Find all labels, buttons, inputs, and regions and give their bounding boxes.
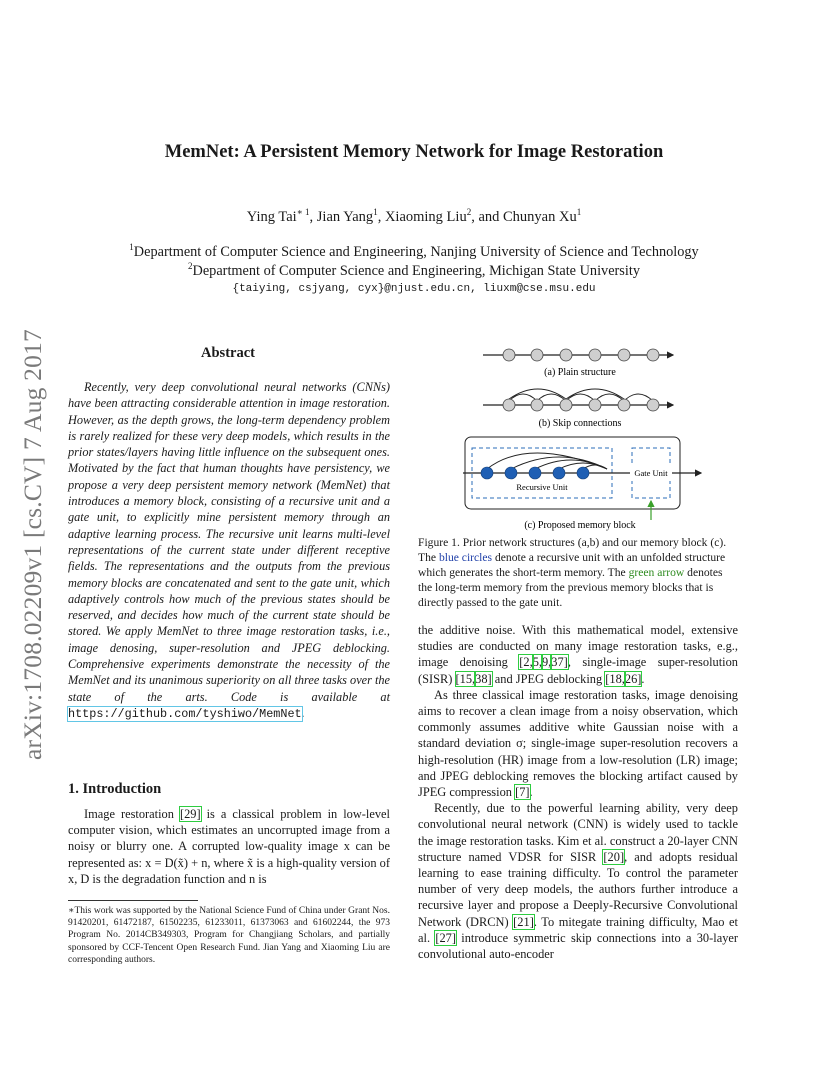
- skip-structure: [483, 389, 673, 411]
- skip-node: [560, 399, 572, 411]
- author-emails: {taiying, csjyang, cyx}@njust.edu.cn, liuxm@cse.msu.edu: [232, 283, 596, 295]
- recursive-node: [553, 467, 565, 479]
- affiliation-marker: 2: [188, 261, 193, 271]
- label-memory-block: (c) Proposed memory block: [524, 520, 636, 531]
- author-marker: 2: [466, 207, 472, 217]
- affiliation-2: [0, 261, 828, 280]
- paragraph-text: .: [529, 785, 533, 800]
- recursive-node: [529, 467, 541, 479]
- author-name: Ying Tai: [246, 208, 297, 225]
- paragraph-text: .: [641, 671, 645, 686]
- citation-link[interactable]: [29]: [179, 807, 201, 821]
- recursive-node: [577, 467, 589, 479]
- arxiv-stamp-text: arXiv:1708.02209v1 [cs.CV] 7 Aug 2017: [18, 329, 47, 760]
- author-marker: 1: [373, 207, 378, 217]
- caption-text: denote a recursive unit with an unfolded structure which generates the short-term memory. The: [418, 551, 726, 579]
- citation-link[interactable]: [2,: [519, 655, 533, 670]
- paragraph-text: the additive noise. With this mathematical model, extensive studies are conducted on many image restoration tasks, e.g., image denoising: [418, 623, 738, 670]
- citation-link[interactable]: [18,: [605, 671, 625, 686]
- skip-node: [589, 399, 601, 411]
- code-link[interactable]: https://github.com/tyshiwo/MemNet: [68, 706, 302, 721]
- figure-1: [415, 335, 745, 535]
- abstract-body: [68, 379, 390, 722]
- citation-link[interactable]: 26]: [624, 671, 642, 686]
- plain-node: [618, 349, 630, 361]
- section-heading-introduction: 1. Introduction: [68, 781, 162, 797]
- caption-green-text: green arrow: [628, 566, 685, 579]
- affiliation-1: [0, 242, 828, 261]
- skip-node: [647, 399, 659, 411]
- memory-block-diagram: [415, 335, 745, 535]
- recursive-node: [505, 467, 517, 479]
- citation-link[interactable]: 9,: [541, 655, 552, 670]
- arxiv-stamp: [0, 290, 47, 760]
- citation-link[interactable]: [20]: [603, 849, 625, 864]
- citation-link[interactable]: [7]: [515, 785, 530, 800]
- skip-node: [531, 399, 543, 411]
- author-name: , Jian Yang: [309, 208, 374, 225]
- plain-node: [589, 349, 601, 361]
- paragraph-text: . To mitegate training difficulty, Mao et al.: [418, 914, 739, 945]
- author-marker: ∗ 1: [296, 207, 310, 217]
- author-list: [0, 207, 828, 226]
- paragraph-text: Recently, due to the powerful learning ability, very deep convolutional neural network (CNN) is widely used to tackle the image restoration tasks. Kim et al. construct a 20-layer CNN structure named VDSR for SISR: [418, 801, 738, 864]
- paragraph-text: , and adopts residual learning to ease training difficulty. To control the parameter number of very deep models, the authors further introduce a recursive layer and propose a Deeply-Recursive Convolutional Network (DRCN): [418, 849, 738, 929]
- affiliation-text: Department of Computer Science and Engineering, Nanjing University of Science and Technology: [133, 243, 699, 260]
- abstract-heading: Abstract: [201, 345, 255, 361]
- plain-structure: [483, 349, 673, 361]
- citation-link[interactable]: 38]: [475, 671, 492, 686]
- caption-blue-text: blue circles: [438, 551, 493, 564]
- citation-link[interactable]: [15,: [455, 671, 476, 686]
- paragraph-text: introduce symmetric skip connections into a 30-layer convolutional auto-encoder: [418, 930, 739, 962]
- skip-node: [618, 399, 630, 411]
- right-column: [418, 622, 738, 962]
- plain-node: [503, 349, 515, 361]
- citation-link[interactable]: 37]: [551, 655, 568, 670]
- affiliation-marker: 1: [129, 242, 134, 252]
- footnote-rule: [68, 900, 198, 901]
- author-marker: 1: [576, 207, 582, 217]
- caption-text: Figure 1. Prior network structures (a,b) and our memory block (c). The: [418, 536, 727, 564]
- footnote: ∗This work was supported by the National Science Fund of China under Grant Nos. 91420201, 61472187, 61502235, 61233011, 61373063 and 61602244, the 973 Program No. 2014CB349303, Program for Changjiang Scholars, and partially sponsored by CCF-Tencent Open Research Fund. Jian Yang and Xiaoming Liu are corresponding authors.: [68, 906, 390, 965]
- recursive-unit-label: Recursive Unit: [516, 482, 568, 492]
- plain-node: [560, 349, 572, 361]
- citation-link[interactable]: [21]: [513, 914, 534, 929]
- author-name: , Xiaoming Liu: [377, 208, 467, 225]
- intro-text: is a classical problem in low-level computer vision, which estimates an uncorrupted image from a noisy or blurry one. A corrupted low-quality image x can be represented as: x = D(x̃) + n, where x̃ is a high-quality version of x, D is the degradation function and n is: [68, 807, 390, 886]
- label-plain-structure: (a) Plain structure: [544, 367, 616, 378]
- skip-node: [503, 399, 515, 411]
- affiliation-text: Department of Computer Science and Engineering, Michigan State University: [192, 262, 640, 279]
- memory-block: [463, 437, 701, 520]
- intro-paragraph: [68, 806, 390, 887]
- citation-link[interactable]: 5,: [532, 655, 542, 670]
- citation-link[interactable]: [27]: [435, 930, 456, 945]
- paragraph-text: , single-image super-resolution (SISR): [418, 655, 738, 686]
- paper-title: MemNet: A Persistent Memory Network for Image Restoration: [164, 142, 664, 162]
- label-skip-connections: (b) Skip connections: [538, 418, 622, 429]
- abstract-text: Recently, very deep convolutional neural networks (CNNs) have been attracting considerable attention in image restoration. However, as the depth grows, the long-term dependency problem is rarely realized for these very deep models, which results in the prior states/layers having little influence on the subsequent ones. Motivated by the fact that human thoughts have persistency, we propose a very deep persistent memory network (MemNet) that introduces a memory block, consisting of a recursive unit and a gate unit, to explicitly mine persistent memory through an adaptive learning process. The recursive unit learns multi-level representations of the current state under different receptive fields. The representations and the outputs from the previous memory blocks are concatenated and sent to the gate unit, which adaptively controls how much of the previous states should be reserved, and decides how much of the current state should be stored. We apply MemNet to three image restoration tasks, i.e., image denosing, super-resolution and JPEG deblocking. Comprehensive experiments demonstrate the necessity of the MemNet and its unanimous superiority on all three tasks over the state of the arts. Code is available at: [68, 380, 390, 704]
- abstract-end: .: [301, 705, 305, 720]
- figure-caption: [418, 535, 738, 610]
- intro-text: Image restoration: [84, 807, 180, 821]
- paragraph: [418, 800, 738, 962]
- paragraph-text: As three classical image restoration tasks, image denoising aims to recover a clean image from a noisy observation, which commonly assumes additive white Gaussian noise with a standard deviation σ; single-image super-resolution recovers a high-resolution (HR) image from a low-resolution (LR) image; and JPEG deblocking removes the blocking artifact caused by JPEG compression: [418, 687, 738, 800]
- paragraph: [418, 687, 738, 800]
- plain-node: [531, 349, 543, 361]
- caption-text: denotes the long-term memory from the previous memory blocks that is directly passed to the gate unit.: [418, 566, 723, 609]
- author-name: , and Chunyan Xu: [471, 208, 577, 225]
- recursive-node: [481, 467, 493, 479]
- paragraph-text: and JPEG deblocking: [491, 671, 606, 686]
- paragraph: [418, 622, 738, 687]
- gate-unit-label: Gate Unit: [634, 468, 668, 478]
- plain-node: [647, 349, 659, 361]
